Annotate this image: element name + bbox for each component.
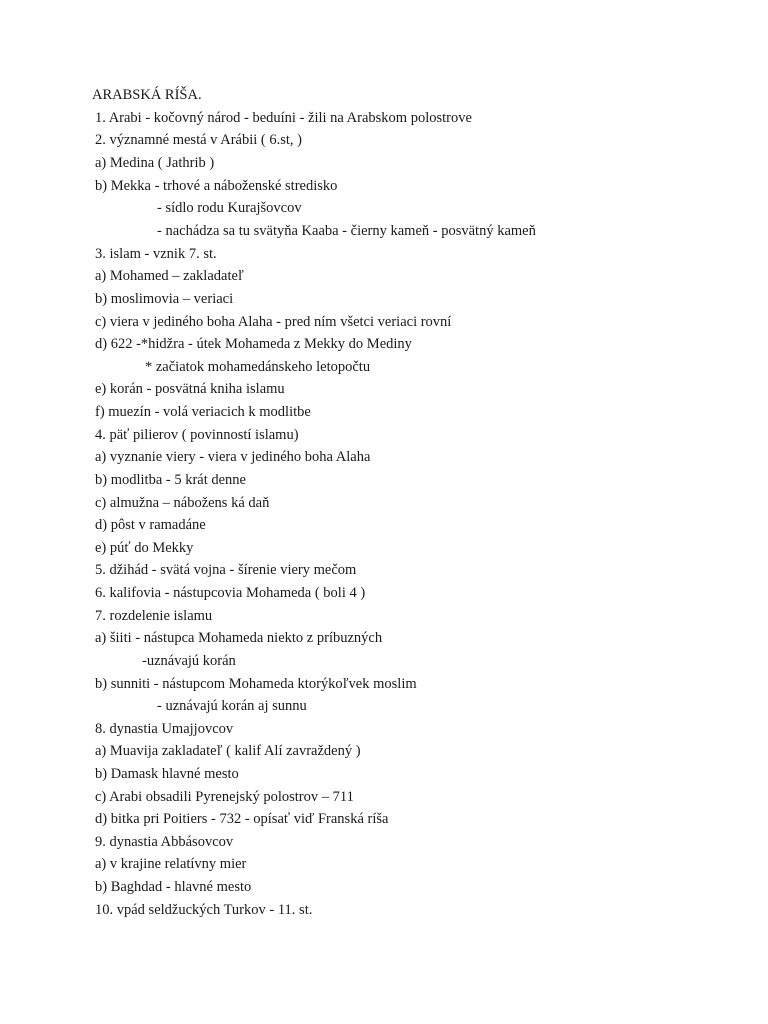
- line-16: a) vyznanie viery - viera v jediného boha Alaha: [95, 449, 371, 465]
- line-27: - uznávajú korán aj sunnu: [157, 698, 307, 714]
- document-title: ARABSKÁ RÍŠA.: [92, 87, 202, 103]
- line-11: d) 622 -*hidžra - útek Mohameda z Mekky do Mediny: [95, 336, 412, 352]
- line-32: d) bitka pri Poitiers - 732 - opísať viď Franská ríša: [95, 811, 389, 827]
- line-6: - nachádza sa tu svätyňa Kaaba - čierny kameň - posvätný kameň: [157, 223, 536, 239]
- line-2: 2. významné mestá v Arábii ( 6.st, ): [95, 132, 302, 148]
- line-22: 6. kalifovia - nástupcovia Mohameda ( boli 4 ): [95, 585, 366, 601]
- line-30: b) Damask hlavné mesto: [95, 766, 239, 782]
- line-35: b) Baghdad - hlavné mesto: [95, 879, 252, 895]
- line-24: a) šiiti - nástupca Mohameda niekto z príbuzných: [95, 630, 383, 646]
- line-36: 10. vpád seldžuckých Turkov - 11. st.: [95, 902, 313, 918]
- line-4: b) Mekka - trhové a náboženské stredisko: [95, 178, 338, 194]
- line-15: 4. päť pilierov ( povinností islamu): [95, 427, 299, 443]
- line-13: e) korán - posvätná kniha islamu: [95, 381, 285, 397]
- line-7: 3. islam - vznik 7. st.: [95, 246, 217, 262]
- line-34: a) v krajine relatívny mier: [95, 856, 247, 872]
- line-8: a) Mohamed – zakladateľ: [95, 268, 244, 284]
- line-28: 8. dynastia Umajjovcov: [95, 721, 234, 737]
- line-31: c) Arabi obsadili Pyrenejský polostrov – 711: [95, 789, 354, 805]
- line-26: b) sunniti - nástupcom Mohameda ktorýkoľvek moslim: [95, 676, 417, 692]
- line-17: b) modlitba - 5 krát denne: [95, 472, 246, 488]
- line-9: b) moslimovia – veriaci: [95, 291, 234, 307]
- line-14: f) muezín - volá veriacich k modlitbe: [95, 404, 311, 420]
- line-29: a) Muavija zakladateľ ( kalif Alí zavraždený ): [95, 743, 361, 759]
- line-18: c) almužna – nábožens ká daň: [95, 495, 270, 511]
- line-33: 9. dynastia Abbásovcov: [95, 834, 234, 850]
- line-19: d) pôst v ramadáne: [95, 517, 206, 533]
- line-21: 5. džihád - svätá vojna - šírenie viery mečom: [95, 562, 357, 578]
- line-12: * začiatok mohamedánskeho letopočtu: [145, 359, 371, 375]
- line-5: - sídlo rodu Kurajšovcov: [157, 200, 302, 216]
- line-1: 1. Arabi - kočovný národ - beduíni - žili na Arabskom polostrove: [95, 110, 472, 126]
- line-20: e) púť do Mekky: [95, 540, 194, 556]
- line-23: 7. rozdelenie islamu: [95, 608, 213, 624]
- line-10: c) viera v jediného boha Alaha - pred ním všetci veriaci rovní: [95, 314, 452, 330]
- line-25: -uznávajú korán: [142, 653, 236, 669]
- line-3: a) Medina ( Jathrib ): [95, 155, 215, 171]
